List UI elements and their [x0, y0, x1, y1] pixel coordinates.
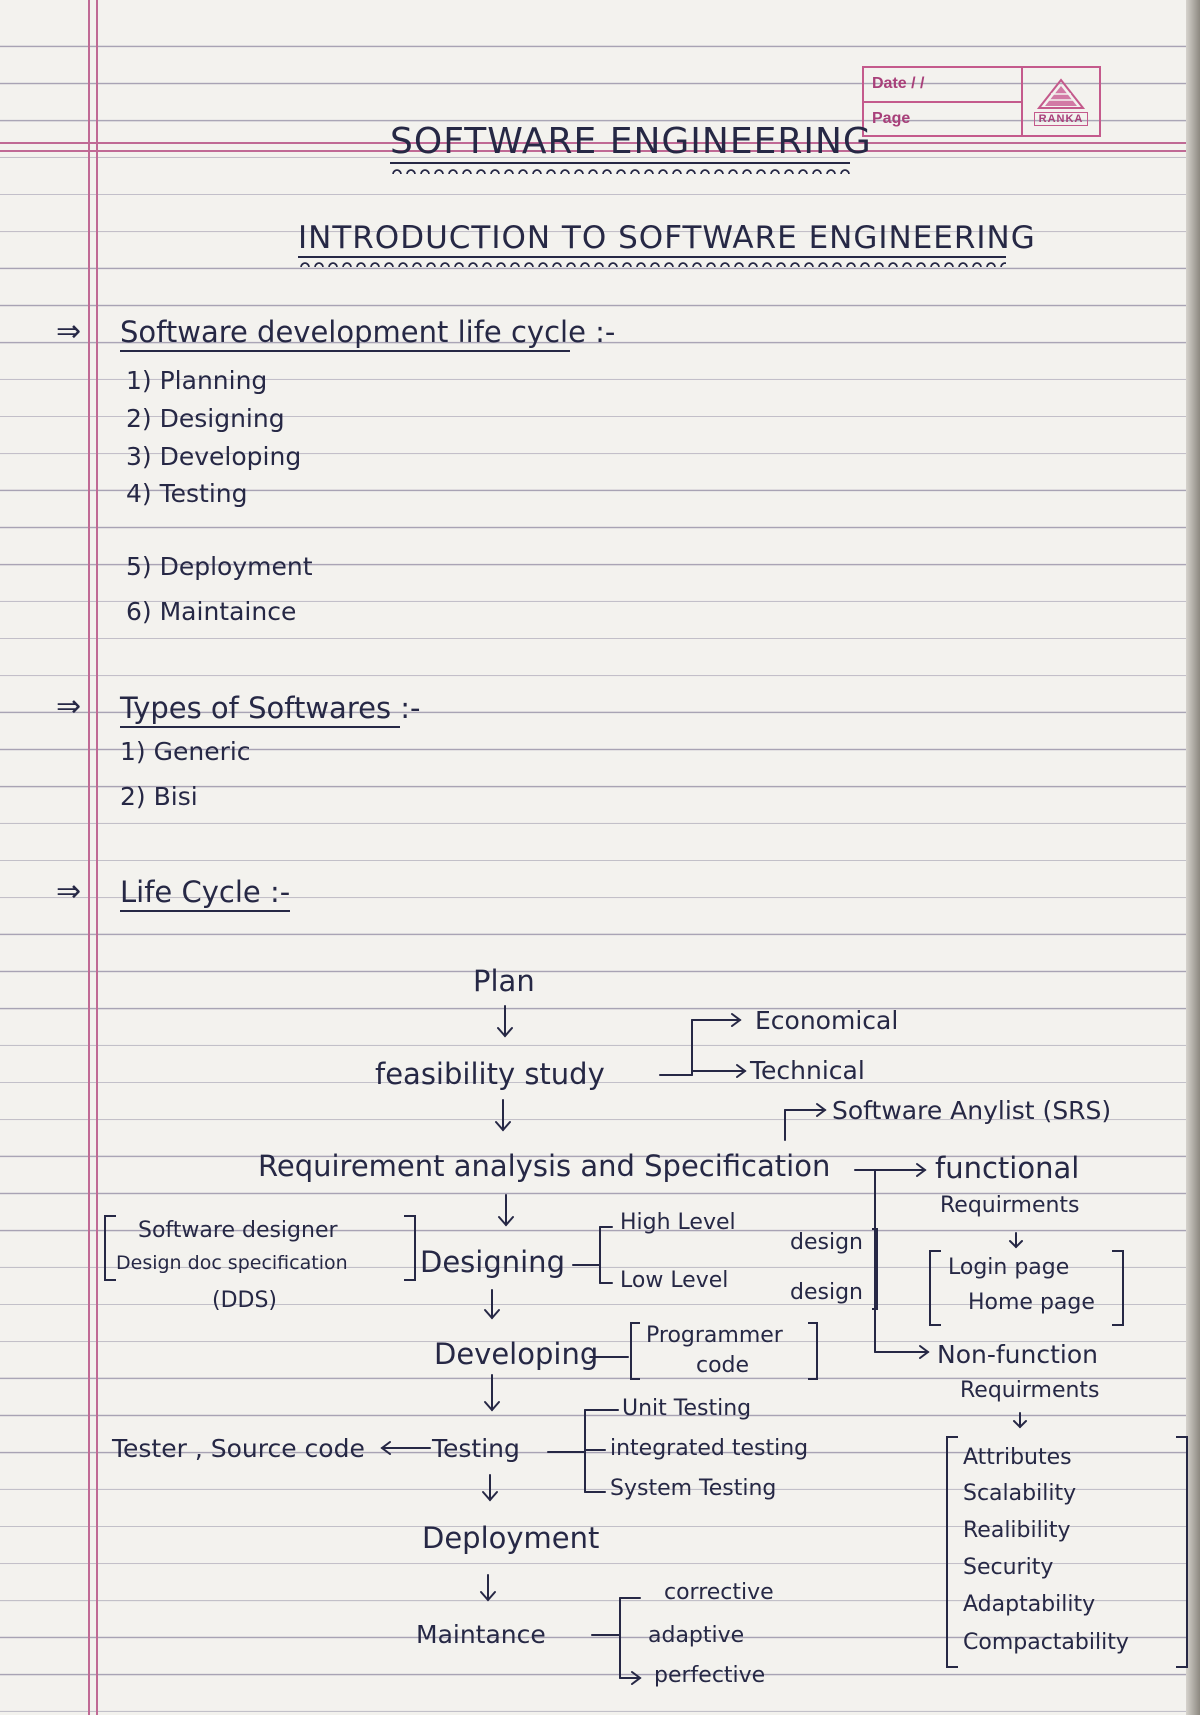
bullet-arrow-icon: ⇒ — [56, 689, 82, 724]
node-technical: Technical — [750, 1056, 865, 1085]
bracket-right — [1112, 1250, 1124, 1326]
node-login-page: Login page — [948, 1255, 1070, 1280]
node-developing: Developing — [434, 1337, 599, 1371]
bracket-left — [946, 1436, 958, 1668]
bracket-right — [1176, 1436, 1188, 1668]
node-functional-req: Requirments — [940, 1193, 1080, 1218]
node-testing: Testing — [432, 1434, 520, 1463]
bracket-left — [630, 1322, 640, 1380]
types-heading: Types of Softwares :- — [120, 691, 421, 725]
sdlc-item: 2) Designing — [126, 404, 285, 433]
node-unit-testing: Unit Testing — [622, 1396, 752, 1421]
attribute-item: Attributes — [963, 1445, 1072, 1470]
node-low-level: Low Level — [620, 1268, 729, 1293]
node-plan: Plan — [473, 964, 535, 998]
attribute-item: Realibility — [963, 1518, 1071, 1543]
page-field: Page — [872, 109, 911, 127]
node-adaptive: adaptive — [648, 1623, 745, 1648]
bullet-arrow-icon: ⇒ — [56, 874, 82, 909]
node-requirement: Requirement analysis and Specification — [258, 1149, 831, 1183]
node-designing: Designing — [420, 1245, 565, 1279]
section-title: INTRODUCTION TO SOFTWARE ENGINEERING — [298, 220, 1036, 256]
attribute-item: Adaptability — [963, 1592, 1096, 1617]
node-design-word: design — [790, 1230, 863, 1255]
sdlc-heading: Software development life cycle :- — [120, 315, 616, 349]
attribute-item: Scalability — [963, 1481, 1077, 1506]
bracket-right — [808, 1322, 818, 1380]
node-non-function: Non-function — [937, 1340, 1098, 1369]
node-deployment: Deployment — [422, 1521, 600, 1555]
sdlc-item: 1) Planning — [126, 366, 268, 395]
node-maintance: Maintance — [416, 1620, 546, 1649]
node-code: code — [696, 1353, 750, 1378]
page-title: SOFTWARE ENGINEERING — [390, 121, 872, 162]
node-functional: functional — [935, 1151, 1080, 1185]
node-non-function-req: Requirments — [960, 1378, 1100, 1403]
node-tester: Tester , Source code — [112, 1434, 365, 1463]
node-integrated-testing: integrated testing — [610, 1436, 809, 1461]
node-design-word: design — [790, 1280, 863, 1305]
sdlc-item: 3) Developing — [126, 442, 302, 471]
bracket-left — [929, 1250, 941, 1326]
designer-dds: (DDS) — [212, 1288, 278, 1313]
bracket-left — [104, 1215, 116, 1281]
node-home-page: Home page — [968, 1290, 1095, 1315]
designer-doc: Design doc specification — [116, 1252, 348, 1274]
design-bracket — [872, 1228, 878, 1310]
date-field: Date / / — [864, 68, 1021, 103]
node-perfective: perfective — [654, 1663, 766, 1688]
node-economical: Economical — [755, 1006, 899, 1035]
designer-role: Software designer — [138, 1218, 338, 1243]
types-item: 2) Bisi — [120, 782, 198, 811]
attribute-item: Security — [963, 1555, 1054, 1580]
lifecycle-heading: Life Cycle :- — [120, 875, 291, 909]
node-system-testing: System Testing — [610, 1476, 777, 1501]
types-item: 1) Generic — [120, 737, 251, 766]
attribute-item: Compactability — [963, 1630, 1129, 1655]
sdlc-item: 4) Testing — [126, 479, 248, 508]
bracket-right — [404, 1215, 416, 1281]
sdlc-item: 5) Deployment — [126, 552, 313, 581]
node-programmer: Programmer — [646, 1323, 783, 1348]
node-high-level: High Level — [620, 1210, 736, 1235]
node-feasibility: feasibility study — [375, 1057, 605, 1091]
node-corrective: corrective — [664, 1580, 774, 1605]
sdlc-item: 6) Maintaince — [126, 597, 297, 626]
brand-name: RANKA — [1034, 112, 1089, 126]
node-software-analyst: Software Anylist (SRS) — [832, 1096, 1112, 1125]
bullet-arrow-icon: ⇒ — [56, 314, 82, 349]
